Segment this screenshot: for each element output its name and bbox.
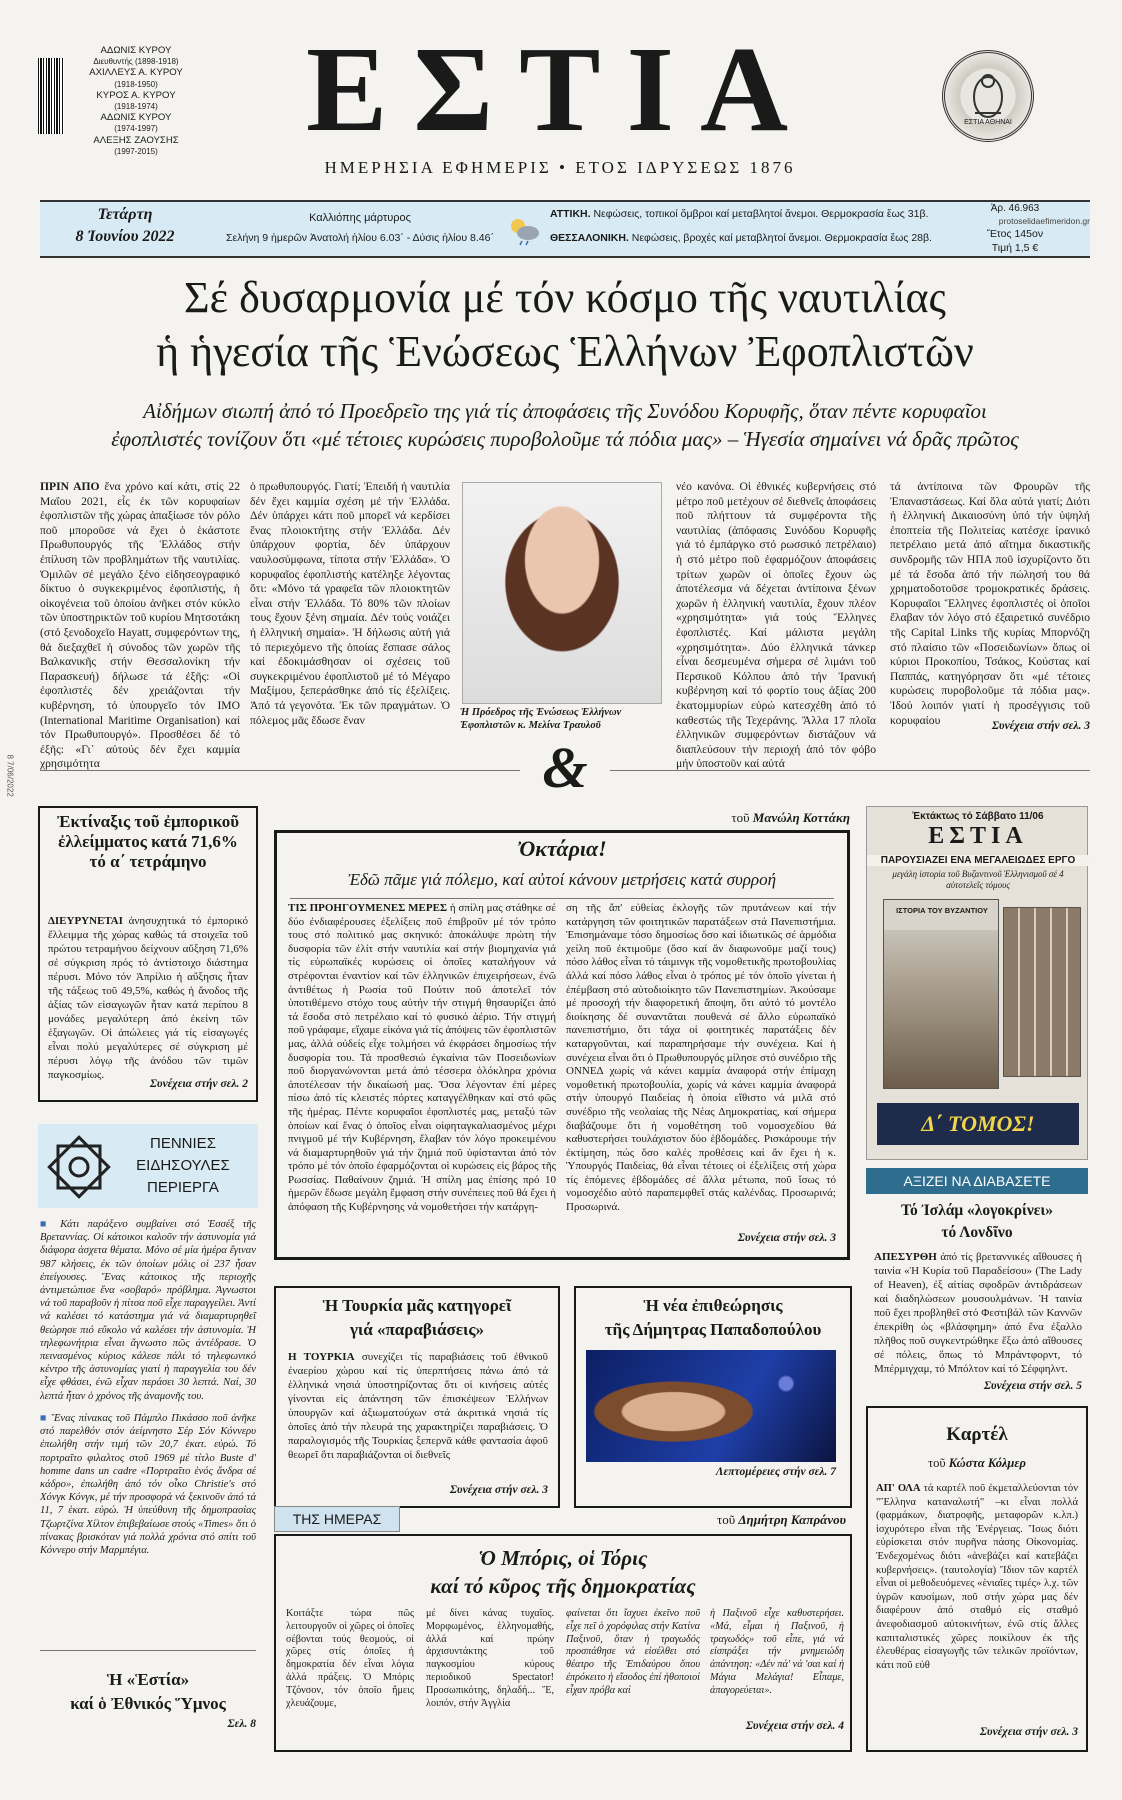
newspaper-subtitle: ΗΜΕΡΗΣΙΑ ΕΦΗΜΕΡΙΣ • ΕΤΟΣ ΙΔΡΥΣΕΩΣ 1876 bbox=[324, 158, 796, 177]
lead-column-1 bbox=[40, 480, 240, 771]
sun-moon-times: Σελήνη 9 ἡμερῶν Ἀνατολή ἡλίου 6.03΄ - Δύσις ἡλίου 8.46΄ bbox=[226, 232, 494, 244]
tv-photo bbox=[586, 1350, 836, 1462]
lead-continue-link[interactable]: Συνέχεια στήν σελ. 3 bbox=[991, 720, 1090, 732]
weather-thess-label: ΘΕΣΣΑΛΟΝΙΚΗ. bbox=[550, 232, 629, 244]
lead-headline-line2: ἡ ἡγεσία τῆς Ἑνώσεως Ἑλλήνων Ἐφοπλιστῶν bbox=[156, 327, 974, 376]
worth-continue-link[interactable]: Συνέχεια στήν σελ. 5 bbox=[983, 1380, 1082, 1392]
founder-2-years: (1918-1950) bbox=[114, 79, 158, 89]
day-title-line1: Ὁ Μπόρις, οἱ Τόρις bbox=[478, 1546, 648, 1570]
turkey-continue-link[interactable]: Συνέχεια στήν σελ. 3 bbox=[449, 1484, 548, 1496]
ornament-star-icon bbox=[44, 1132, 114, 1202]
ampersand-ornament: & bbox=[542, 735, 588, 800]
lead-col3-text: νέο κανόνα. Οἱ ἐθνικές κυβερνήσεις στό μέτρο ποῦ μετέχουν σέ διεθνεῖς ἀποφάσεις ποῦ πλήττουν τά συμφέροντα τῆς ναυτιλίας (ἀπόφασις Συνόδου Κορυφῆς γιά τό ἐμπάργκο στό ρωσσικό πετρέλαιο) ἡ στό μέτρο ποῦ ἐφαρμόζουν ἀποφάσεις τρίτων χωρῶν οἱ ὁποῖες ἔχουν ὡς ἀποτέλεσμα νά δέχεται ἀντίποινα ξένων χωρῶν ἡ ἑλληνική ναυτιλία, ἔχουν πλέον «χρησιμότητα» γιά τούς Ἕλληνες ἐφοπλιστές. Καί μάλιστα μεγάλη «χρησιμότητα». Δύο ἑλληνικά τάνκερ εἶναι δεσμευμένα σήμερα σέ λιμάνι τοῦ Περσικοῦ Κόλπου ἀπό τήν Ἰρανική κυβέρνηση καί τό φορτίο τους ἀξίας 200 ἑκατομμυρίων εὐρώ κατεσχέθη ἀπό τό καθεστώς τῆς Τεχεράνης. Ἄλλα 17 πλοῖα ἑλληνικῶν συμφερόντων διστάζουν νά διαπλεύσουν τήν περιοχή ἀπό τόν φόβο μήν ὑποστοῦν καί αὐτά bbox=[676, 480, 876, 771]
ad-volume-label: Δ΄ ΤΟΜΟΣ! bbox=[921, 1111, 1035, 1136]
ad-book-cover bbox=[883, 899, 999, 1089]
worth-title-line1: Τό Ἰσλάμ «λογοκρίνει» bbox=[901, 1202, 1053, 1219]
lead-deck-line2: ἐφοπλιστές τονίζουν ὅτι «μέ τέτοιες κυρώσεις πυροβολοῦμε τά πόδια μας» – Ἡγεσία σημαίνει νά δρᾶς πρῶτος bbox=[111, 427, 1019, 451]
tv-continue-link[interactable]: Λεπτομέρειες στήν σελ. 7 bbox=[715, 1466, 836, 1478]
issue-date: 8 Ἰουνίου 2022 bbox=[75, 228, 175, 245]
lead-col1-text: ἕνα χρόνο καί κάτι, στίς 22 Μαΐου 2021, εἷς ἐκ τῶν κορυφαίων ἐφοπλιστῶν τῆς χώρας ἀπαξίωσε τόν ρόλο ποῦ μποροῦσε νά ἔχει ὁ ἑκάστοτε Πρωθυπουργός τῆς Ἑλλάδος στήν ἐπίλυση τῶν προβλημάτων τῆς ναυτιλίας. Ὁμιλῶν σέ μεγάλο ξένο εἰδησεογραφικό δίκτυο ὁ συγκεκριμένος ἐφοπλιστής, ἡ οἰκογένεια τοῦ ὁποίου ἀνῆκει στόν κύκλο τῶν ὑποστηρικτῶν τοῦ κυρίου Μητσοτάκη (στό ξενοδοχεῖο Hayatt, συμφερόντων της, θά διεξαχθεῖ ἡ σύνοδος τῶν χωρῶν τῆς Βαλκανικῆς στήν Θεσσαλονίκη τήν Παρασκευή) δήλωσε τά ἐξῆς: «Οἱ ἐφοπλιστές δέν χρειάζονται τήν κυβέρνηση, τό ὑπουργεῖο τόν IMO (International Maritime Organisation) καί τόν Πρωθυπουργό». Προσθέσει δέ τό ἐξῆς: «Γι᾽ αὐτούς δέν ἔχει καμμία χρησιμότητα bbox=[40, 480, 240, 771]
watermark: protoselidaefimeridon.gr bbox=[960, 216, 1090, 226]
newspaper-title: ΕΣΤΙΑ bbox=[305, 22, 815, 157]
anthem-page-link[interactable]: Σελ. 8 bbox=[227, 1718, 256, 1730]
oddities-bullet-2-icon: ■ bbox=[40, 1413, 52, 1424]
day-col2-text: μέ δίνει κάνας τυχαῖος. Μορφωμένος, ἑλληνομαθής, ἀλλά καί πρώην ἀρχισυντάκτης τοῦ παγκοσμίου κύρους περιοδικοῦ Spectator! Προσωπικότης, δηλαδή... Ἔ, λοιπόν, στήν Ἀγγλία bbox=[426, 1608, 554, 1709]
octopus-title: Ὀκτάρια! bbox=[517, 836, 607, 861]
weekday: Τετάρτη bbox=[97, 206, 153, 223]
side-strip-date: 8 7/06/2022 bbox=[5, 754, 15, 797]
seal-text: ΕΣΤΙΑ ΑΘΗΝΑΙ bbox=[964, 119, 1012, 126]
weather-attica bbox=[550, 208, 950, 220]
weather-thessaloniki bbox=[550, 232, 950, 244]
lead-column-2 bbox=[250, 480, 450, 736]
octopus-col1-text: ἡ σπίλη μας στάθηκε σέ δύο ἐνδιαφέρουσες ἐξελίξεις ποῦ ἐπιβροῦν μέ τόν τρόπο τους στό πολιτικό μας σκηνικό: ἀποκάλυψε πρώτη τήν δυσφορία τῶν ἐλίτ στήν ναυτιλία καί στήν βιομηχανία γιά τίς εὐρωπαϊκές κυρώσεις οἱ ὁποῖες καταλήγουν νά στρέφονται ἐναντίον καί τῶν ἑλληνικῶν ἐπιχειρήσεων, ἐνῶ ἀντιθέτως ἡ Ρωσία τοῦ Πούτιν ποῦ ἀποτελεῖ τόν ὑποτιθέμενο στόχο τους αὐτήν τήν στιγμή θησαυρίζει ἀπό τά ἔσοδα στό πετρέλαιο καί τό φυσικό ἀέριο. Τήν στιγμή ποῦ γράφαμε, εἴχαμε εἰκόνα γιά τίς ἀπόψεις τῶν ἐφοπλιστῶν μας, ἀλλά οὐδείς εἶχε τολμήσει νά ἐκφράσει δημοσίως τήν δυσφορία του. Τά προσθεσιώ ἐγκαίνια τῶν Ποσειδωνίων ποῦ διοργανώνονται μετά ἀπό τέσσερα ὁλόκληρα χρόνια ἀποτέλεσαν τήν δικαίωσή μας. Ὅσα λέγονταν ἐπί μέρες πίσω ἀπό τίς κλειστές πόρτες καταγγέλθηκαν καί στό φῶς τῆς ἡμέρας. Πέντε κορυφαῖοι ἐφοπλιστές μας, μεταξύ τῶν ὁποίων καί ἕνας ὁ ὁποῖος εἶναι οἰφηταγκαλιασμένος μέχρι πνιγμοῦ μέ τήν Κυβέρνηση, ἔλαβαν τόν λόγο προκειμένου νά διαμαρτυρηθοῦν γιά τήν ζημιά ποῦ ὑφίστανται ἀπό τόν τρόπο μέ τόν ὁποῖο ἐφαρμόζονται οἱ κυρώσεις εἰς βάρος τῆς Ρωσσίας. Παθαίνουν ζημιά. Ἡ σπίλη μας ἐπίσης πρό 10 ἡμερῶν ἔδωσε μεγάλη ἔμφαση στήν συνέπειες ποῦ θά ἔχει ἡ ἀπόφαση τῆς Κυβέρνησης νά νομοθετήσει τήν κατάργη- bbox=[288, 902, 556, 1214]
weather-thess-text: Νεφώσεις, βροχές καί μεταβλητοί ἄνεμοι. Θερμοκρασία ἕως 28β. bbox=[631, 232, 932, 244]
day-column-3 bbox=[566, 1608, 700, 1734]
worth-dropcap: ΑΠΕΣΥΡΘΗ bbox=[874, 1251, 937, 1263]
oddities-p1-text: Κάτι παράξενο συμβαίνει στό Ἐσσέξ τῆς Βρεταννίας. Οἱ κάτοικοι καλοῦν τήν ἀστυνομία γιά διάφορα ἀσχετα θέματα. Μόνο σέ μία ἡμέρα ἔγιναν 987 κλήσεις, ἐκ τῶν ὁποίων μόλις οἱ 237 ἦσαν ἐπείγουσες. Ἕνας κάτοικος τῆς περιοχῆς ἀντιμετώπισε ἕνα «σοβαρό» πρόβλημα. Ἀγνωστοι νά τοῦ παραβοῦν ἡ πίτσα ποῦ εἶχε παραγγείλει. Ἀντί νά καλέσει τό κατάστημα γιά νά διαμαρτυρηθεῖ θεώρησε πιό εὔκολο νά καλέσει τήν ἀστυνομία. Ἡ τηλεφωνήτρια εἶναι ἄγνωστο πῶς ἀντέδρασε. Ὁ πεινασμένος κύριος κάλεσε πάλι τό τηλεφωνικό κέντρο τῆς ἀστυνομίας γιατί ἡ παραγγελία του δέν εἶχε φθάσει, ἐνῶ εἶχαν περάσει 30 λεπτά. Ναί, 30 λεπτά ἦταν ὁ χρόνος τῆς ἀναμονῆς του. bbox=[40, 1219, 256, 1402]
ad-description: μεγάλη ἱστορία τοῦ Βυζαντινοῦ Ἑλληνισμοῦ σέ 4 αὐτοτελεῖς τόμους bbox=[892, 869, 1064, 890]
octopus-col2-text: ση τῆς ἄπ' εὐθείας ἐκλογῆς τῶν πρυτάνεων καί τήν κατάργηση τῶν φοιτητικῶν παρατάξεων στά Πανεπιστήμια. Ἐπισημάναμε τόσο δημοσίως ὅσο καί ἰδιωτικῶς σέ ἁρμόδια χείλη ποῦ ἐκτιμοῦμε (ὅσο καί ἄν διαφωνοῦμε μαζί τους) πόσο λάθος εἶναι τό τάιμινγκ τῆς νομοθετικῆς πρωτοβουλίας ἀλλά καί πόσο λάθος εἶναι ὁ τρόπος μέ τόν ὁποῖο γίνεται ἡ ἐπέμβαση στό αὐτοδιοίκητο τῶν Πανεπιστημίων. Ἀκούσαμε μέ προσοχή τήν διαφορετική ἄποψη, ὅτι αὐτό τό μοντέλο διοίκησης δέ συναντᾶται πουθενά σέ ἄλλο εὐρωπαϊκό πανεπιστήμιο, ὅτι τάχα οἱ φοιτητικές παρατάξεις δέν καταργοῦνται, καί παραπηρήσαμε τήν συνέχεια. Καί ἡ συνέχεια εἶναι ὅτι ὁ Πρωθυπουργός μίλησε στό συνέδριο τῆς ΟΝΝΕΔ χωρίς νά κάνει καμμία ἀναφορά στήν ἐπίμαχη νομοθετική πρωτοβουλία, χωρίς νά κάνει καμμία ἀναφορά στήν ὑπουργό Παιδείας ἡ ὁποία εἴθιστο νά μιλᾶ στό συνέδριο τῆς νεολαίας τῆς Νέας Δημοκρατίας, καί σήμερα διαβάζουμε ὅτι ἡ νομοθέτηση τοῦ νομοσχεδίου θά καθυστερήσει τουλάχιστον δύο ἑβδομάδες. Ρισκάρουμε τήν ἐκτίμηση, πώς ὅσο καλές προθέσεις καί ἄν ἔχει ἡ κ. Ὑπουργός Παιδείας, θά εἶναι τέτοιες οἱ ἐξελίξεις στή χώρα τίς ἑπόμενες ἑβδομάδες σέ ἄλλα μέτωπα, ποῦ ἴσως τό νομοσχέδιο αὐτό παραπεμφθεῖ στάς καλένδας. Προσωρινά; Προσωρινά. bbox=[566, 902, 836, 1214]
barcode bbox=[38, 58, 64, 134]
oddities-label-2: ΕΙΔΗΣΟΥΛΕΣ bbox=[136, 1157, 230, 1174]
founder-3: ΚΥΡΟΣ Α. ΚΥΡΟΥ bbox=[96, 89, 176, 101]
founder-2: ΑΧΙΛΛΕΥΣ Α. ΚΥΡΟΥ bbox=[89, 67, 183, 79]
founder-3-years: (1918-1974) bbox=[114, 102, 158, 112]
cartel-byline-prefix: τοῦ bbox=[928, 1456, 946, 1470]
octopus-byline bbox=[660, 810, 850, 826]
oddities-label-1: ΠΕΝΝΙΕΣ bbox=[150, 1135, 216, 1152]
anthem-divider bbox=[40, 1650, 256, 1651]
worth-title-line2: τό Λονδῖνο bbox=[941, 1224, 1013, 1241]
octopus-column-2 bbox=[566, 902, 836, 1228]
ad-book-title: ΙΣΤΟΡΙΑ ΤΟΥ ΒΥΖΑΝΤΙΟΥ bbox=[896, 906, 988, 915]
octopus-deck-rule bbox=[290, 898, 834, 899]
issue-number: Ἀρ. 46.963 bbox=[990, 203, 1040, 214]
ad-brand: ΕΣΤΙΑ bbox=[928, 823, 1028, 849]
oddities-item-2 bbox=[40, 1412, 256, 1644]
price: Τιμή 1,5 € bbox=[991, 242, 1039, 254]
day-label-text: ΤΗΣ ΗΜΕΡΑΣ bbox=[292, 1511, 382, 1527]
day-column-4 bbox=[710, 1608, 844, 1720]
lead-photo bbox=[462, 482, 662, 704]
founder-5: ΑΛΕΞΗΣ ΖΑΟΥΣΗΣ bbox=[93, 134, 179, 146]
day-col1-text: Κοιτάξτε τώρα πῶς λειτουργοῦν οἱ χῶρες οἱ ὁποῖες σέβονται τούς θεσμούς, οἱ χῶρες στίς ὁποῖες ἡ δημοκρατία δέν εἶναι λόγια ἀλλά πράξεις. Ὁ Μπόρις Τζόνσον, τόν ὁποῖο ἤμεις χλευάζουμε, bbox=[286, 1608, 414, 1709]
day-col3-text: φαίνεται ὅτι ἴσχυει ἐκεῖνο ποῦ εἶχε πεῖ ὁ χορόφιλας στήν Κατίνα Παξινοῦ, ὅταν ἡ τραγωδός προσπάθησε νά εἰσέλθει στό θέατρο τῆς Ἐπιδαύρου ὅπου ἐπρόκειτο ἡ εἴσοδος ἐπί ἡθοποιοί εἶχαν πρόβα καί bbox=[566, 1608, 700, 1696]
turkey-title-line2: γιά «παραβιάσεις» bbox=[349, 1320, 485, 1339]
tv-title-line1: Ἡ νέα ἐπιθεώρησις bbox=[643, 1296, 783, 1315]
lead-dropcap: ΠΡΙΝ ΑΠΟ bbox=[40, 480, 100, 493]
day-column-1 bbox=[286, 1608, 414, 1734]
day-col4-text: ἡ Παξινοῦ εἶχε καθυστερήσει. «Μά, εἶμαι ἡ Παξινοῦ, ἡ τραγωδός» τοῦ εἶπε, γιά νά εἰσπράξει τήν μνημειώδη ἀπάντηση: «Δέν πά' νά 'σαι καί ἡ Μάγια Μελάγια! Εἶπαμε, ἀπαγορεύεται». bbox=[710, 1608, 844, 1696]
worth-body-text: ἀπό τίς βρεταννικές αἴθουσες ἡ ταινία «Ἡ Κυρία τοῦ Παραδείσου» (The Lady of Heaven), ἐξ αἰτίας σφοδρῶν ἀντιδράσεων καί διαδηλώσεων μουσουλμάνων. Ἡ ταινία ποῦ ἔχει προβληθεῖ στό Φεστιβάλ τῶν Καννῶν ἐπεκρίθη ὡς «βλάσφημη» ἀπό ἕνα ἐξαλλο πλῆθος ποῦ συγκεντρώθηκε ἔξω ἀπό αἴθουσες σέ πόλεις, ὅπως τό Μπράντφορντ, τό Μπέρμιγχαμ, τό Μπόλτον καί τό Σέφφηλντ. bbox=[874, 1251, 1082, 1375]
lead-headline-line1: Σέ δυσαρμονία μέ τόν κόσμο τῆς ναυτιλίας bbox=[184, 273, 946, 322]
day-label bbox=[274, 1506, 400, 1532]
turkey-title-line1: Ἡ Τουρκία μᾶς κατηγορεῖ bbox=[322, 1296, 512, 1315]
weather-attica-text: Νεφώσεις, τοπικοί ὄμβροι καί μεταβλητοί ἄνεμοι. Θερμοκρασία ἕως 31β. bbox=[593, 208, 929, 220]
day-column-2 bbox=[426, 1608, 554, 1734]
cartel-continue-link[interactable]: Συνέχεια στήν σελ. 3 bbox=[979, 1726, 1078, 1738]
turkey-body bbox=[288, 1350, 548, 1480]
founder-4: ΑΔΩΝΙΣ ΚΥΡΟΥ bbox=[100, 112, 172, 124]
trade-deficit-title: Ἐκτίναξις τοῦ ἐμπορικοῦ ἐλλείμματος κατά 71,6% τό α΄ τετράμηνο bbox=[56, 812, 240, 871]
lead-column-3 bbox=[676, 480, 876, 771]
lead-col2-text: ὁ πρωθυπουργός. Γιατί; Ἐπειδή ἡ ναυτιλία δέν ἔχει καμμία σχέση μέ τήν Ἑλλάδα. Δέν ὑπάρχει κάτι ποῦ μπορεῖ νά κερδίσει ἕνας πλοιοκτήτης στήν Ἑλλάδα. Δέν ὑπάρχουν φορτία, δέν ὑπάρχουν ναυλοσύμφωνα, τίποτα στήν Ἑλλάδα». Ὁ κορυφαῖος ἐφοπλιστής κατέληξε λέγοντας ὅτι: «Μόνο τά γραφεῖα τῶν πλοιοκτητῶν εἶναι στήν Ἑλλάδα. Τό 80% τῶν πλοίων τους ἔχουν ξένη σημαία. Δέν τούς νοιάζει ἡ ἑλληνική σημαία». Ἡ δήλωσις αὐτή γιά τό περιεχόμενο τῆς ὁποίας ἔσπασε σάλος καί ἐδοκιμάσθησαν οἱ σχέσεις τοῦ συγκεκριμένου ἐφοπλιστοῦ μέ τό Μέγαρο Μαξίμου, ξεπεράσθηκε ἀπό τίς ἐξελίξεις. Ἀπό τά γεγονότα. Ἐκ τῶν πραγμάτων. Ὁ πόλεμος μᾶς ἔδωσε ἕναν bbox=[250, 480, 450, 727]
byzantium-ad[interactable] bbox=[866, 806, 1088, 1160]
lead-photo-caption: Ἡ Πρόεδρος τῆς Ἑνώσεως Ἑλλήνων Ἐφοπλιστῶν κ. Μελίνα Τραυλοῦ bbox=[460, 707, 622, 731]
cartel-body bbox=[876, 1482, 1078, 1722]
anthem-title-line1: Ἡ «Ἑστία» bbox=[106, 1670, 190, 1689]
anthem-title-line2: καί ὁ Ἐθνικός Ὕμνος bbox=[70, 1694, 226, 1713]
volume-year: Ἔτος 145ον bbox=[986, 228, 1044, 240]
trade-continue-link[interactable]: Συνέχεια στήν σελ. 2 bbox=[149, 1078, 248, 1090]
worth-reading-label: ΑΞΙΖΕΙ ΝΑ ΔΙΑΒΑΣΕΤΕ bbox=[903, 1173, 1051, 1189]
weather-icon bbox=[506, 214, 542, 246]
founders-list bbox=[72, 45, 200, 157]
founder-4-years: (1974-1997) bbox=[114, 124, 158, 134]
lead-col4-text: τά ἀντίποινα τῶν Φρουρῶν τῆς Ἐπαναστάσεως. Καί ὅλα αὐτά γιατί; Διότι ἡ ἑλληνική Δικαιοσύνη ὑπό τήν ὑψηλή ἐποπτεία τῆς Πολιτείας κατέσχε ἰρανικό πετρέλαιο μετά ἀπό αἴτημα δικαστικῆς συνδρομῆς τῶν ΗΠΑ ποῦ ἰσχυρίζοντο ὅτι μέ τά ἔσοδα ἀπό τήν πώλησή του θά χρηματοδοτοῦσε τρομοκρατικές δράσεις. Κορυφαῖοι Ἕλληνες ἐφοπλιστές οἱ ὁποῖοι ἔλαβαν τόν λόγο στό ἐξαιρετικό συνέδριο τῆς Capital Links τῆς κυρίας Μπορνόζη στό πλαίσιο τῶν «Ποσειδωνίων» ὅπως οἱ κύριοι Προκοπίου, Τσάκος, Κούστας καί Παππάς, κατηγόρησαν ὅτι «μέ τέτοιες κυρώσεις πυροβολοῦμε τά πόδια μας». Ἰδού λοιπόν γιατί ἡ προσέγγισις τοῦ κορυφαίου bbox=[890, 480, 1090, 727]
day-continue-link[interactable]: Συνέχεια στήν σελ. 4 bbox=[745, 1720, 844, 1732]
worth-reading-header bbox=[866, 1168, 1088, 1194]
octopus-deck: Ἐδῶ πᾶμε γιά πόλεμο, καί αὐτοί κάνουν μετρήσεις κατά συρροή bbox=[347, 870, 777, 889]
weather-attica-label: ΑΤΤΙΚΗ. bbox=[550, 208, 591, 220]
section-divider-left bbox=[40, 770, 520, 771]
oddities-label-3: ΠΕΡΙΕΡΓΑ bbox=[147, 1179, 219, 1196]
cartel-body-text: τά καρτέλ ποῦ ἐκμεταλλεύονται τόν "Ἕλληνα καταναλωτή" –κι εἶναι πολλά (φαρμάκων, διατροφῆς, μεταφορῶν κ.λπ.) ἰσχυρότερο εἶναι τῆς Ἐνέργειας. Ἴσως διότι εὐρίσκεται στόν πυρῆνα πάσης Οἰκονομίας. Ἐνδεχομένως διότι «ἀνεβάζει καί κατεβάζει κυβερνήσεις». (ταυτολογία) Ἴδιον τῶν καρτέλ εἶναι οἱ μεθοδευόμενες «ἑνιαῖες τιμές» λ.χ. τῶν ὑγρῶν καυσίμων, ποῦ στήν χώρα μας δέν διαφέρουν ἀπό σταθμό εἰς σταθμό ἀνεφοδιασμοῦ αὐτοκινήτων, ἐνῶ στίς ἄλλες καπιταλιστικές χῶρες ποικίλουν ἐκ τῆς ἐλευθέρας εἰσαγωγῆς τῶν τελικῶν προϊόντων, κάτι ποῦ εὐθ bbox=[876, 1483, 1078, 1671]
octopus-byline-prefix: τοῦ bbox=[731, 810, 750, 825]
oddities-item-1 bbox=[40, 1218, 256, 1406]
octopus-column-1 bbox=[288, 902, 556, 1244]
cartel-byline bbox=[870, 1456, 1084, 1471]
tv-title-line2: τῆς Δήμητρας Παπαδοπούλου bbox=[604, 1320, 822, 1339]
cartel-dropcap: ΑΠ' ΟΛΑ bbox=[876, 1483, 921, 1494]
trade-deficit-body bbox=[48, 914, 248, 1081]
worth-body bbox=[874, 1250, 1082, 1378]
octopus-author: Μανώλη Κοττάκη bbox=[752, 810, 850, 825]
oddities-bullet-1-icon: ■ bbox=[40, 1219, 61, 1230]
ad-top-line: Ἐκτάκτως τό Σάββατο 11/06 bbox=[912, 811, 1044, 822]
trade-body-text: ἀνησυχητικά τό ἐμπορικό ἔλλειμμα τῆς χώρας καθώς τά στοιχεῖα τοῦ πρώτου τετραμήνου δείχνουν αὔξηση 71,6% σέ σύγκριση πρός τό ἀντίστοιχο διάστημα πέρυσι. Μόνο τόν Ἀπρίλιο ἡ αὔξησις ἦταν τῆς τάξεως τοῦ 49,5%, καθώς ἡ ἄνοδος τῆς ἀξίας τῶν εἰσαγωγῶν ἦταν κατά περίπου 8 μονάδες μεγαλύτερη ἀπό ἐκείνη τῶν ἐξαγωγῶν. Οἱ ἀπώλειες γιά τίς εἰσαγωγές εἶναι πολύ μεγαλύτερες σέ σύγκριση μέ πέρυσι λόγῳ τῆς ἀνόδου τῶν τιμῶν παγκοσμίως. bbox=[48, 915, 248, 1081]
turkey-dropcap: Η ΤΟΥΡΚΙΑ bbox=[288, 1351, 355, 1363]
ad-subtitle: ΠΑΡΟΥΣΙΑΖΕΙ ΕΝΑ ΜΕΓΑΛΕΙΩΔΕΣ ΕΡΓΟ bbox=[867, 855, 1089, 866]
saint-of-day: Καλλιόπης μάρτυρος bbox=[309, 212, 411, 224]
cartel-title: Καρτέλ bbox=[946, 1424, 1008, 1445]
ad-book-stack bbox=[1003, 907, 1081, 1077]
ad-volume-badge bbox=[877, 1103, 1079, 1145]
octopus-continue-link[interactable]: Συνέχεια στήν σελ. 3 bbox=[737, 1232, 836, 1244]
founder-1-years: Διευθυντής (1898-1918) bbox=[93, 57, 179, 67]
day-byline-prefix: τοῦ bbox=[716, 1512, 736, 1527]
oddities-p2-text: Ἕνας πίνακας τοῦ Πάμπλο Πικάσσο ποῦ ἀνῆκε στό παρελθόν στόν ἀείμνηστο Σέρ Σόν Κόννερυ ἐπωλήθη στήν τιμή τῶν 20,7 ἑκατ. εὐρώ. Τό πορτραῖτο φιλαλτος στοῦ 1969 μέ τίτλο Buste d' homme dans un cadre «Πορτραῖτο ἑνός ἄνδρα σέ κάδρο», ἐπωλήθη ἀπό τόν οἶκο Christie's στό Χόνγκ Κόνγκ, μέ τήν προσφορά νά ξεκινοῦν ἀπό τά 11, 7 ἑκατ. εὐρώ. Ἡ ὑπεύθυνη τῆς δημοπρασίας Τζωρτζίνα Χίλτον ἐπιβεβαίωσε στούς «Times» ὅτι ὁ πίνακας βρισκόταν γιά πολλά χρόνια στό σπίτι τοῦ Κόννερυ στήν Μαρμπέγια. bbox=[40, 1413, 256, 1557]
day-title-line2: καί τό κῦρος τῆς δημοκρατίας bbox=[430, 1574, 696, 1598]
day-author: Δημήτρη Καπράνου bbox=[738, 1512, 846, 1527]
turkey-body-text: συνεχίζει τίς παραβιάσεις τοῦ ἐθνικοῦ ἐναερίου χώρου καί τίς ὑπερπτήσεις πάνω ἀπό τά ἑλληνικά νησιά ὑποστηρίζοντας ὅτι οἱ κινήσεις αὐτές γίνονται εἰς ἀπάντηση τῶν ἐπισκέψεων Ἑλλήνων ὑπουργῶν καί ἀξιωματούχων στά ἀκριτικά νησιά τίς ὁποῖες ἀπό τήν πλευρά της χαρακτηρίζει παραβιάσεις. Ὁ παραλογισμός τῆς Τουρκίας ξεπερνᾶ κάθε φαντασία ἀφοῦ θεωρεῖ ὅτι παραβιάζονται οἱ διεθνεῖς bbox=[288, 1351, 548, 1461]
octopus-dropcap: ΤΙΣ ΠΡΟΗΓΟΥΜΕΝΕΣ ΜΕΡΕΣ bbox=[288, 902, 448, 914]
section-divider-right bbox=[610, 770, 1090, 771]
trade-dropcap: ΔΙΕΥΡΥΝΕΤΑΙ bbox=[48, 915, 123, 927]
day-byline bbox=[600, 1512, 846, 1528]
founder-5-years: (1997-2015) bbox=[114, 146, 158, 156]
cartel-author: Κώστα Κόλμερ bbox=[948, 1456, 1026, 1470]
coin-seal-icon bbox=[942, 50, 1034, 142]
lead-deck-line1: Αἰδήμων σιωπή ἀπό τό Προεδρεῖο της γιά τίς ἀποφάσεις τῆς Συνόδου Κορυφῆς, ὅταν πέντε κορυφαῖοι bbox=[143, 399, 987, 423]
founder-1: ΑΔΩΝΙΣ ΚΥΡΟΥ bbox=[100, 45, 172, 56]
